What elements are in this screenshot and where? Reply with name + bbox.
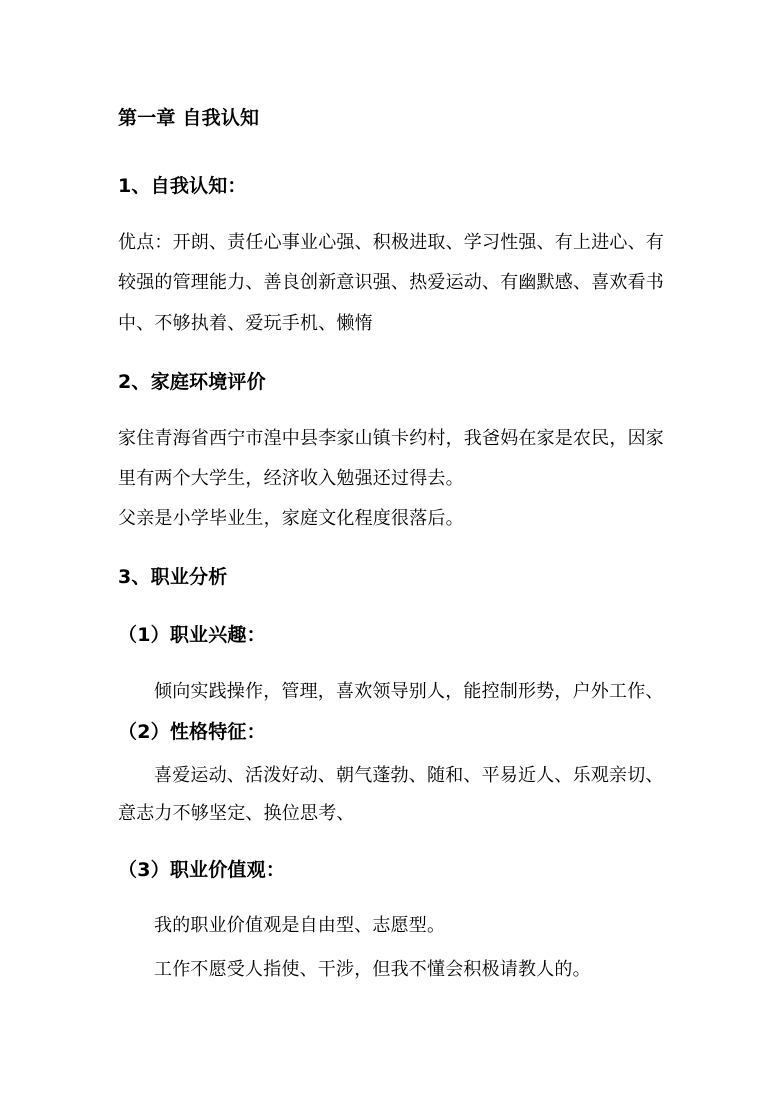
paragraph-line: 倾向实践操作，管理，喜欢领导别人，能控制形势，户外工作、 <box>154 681 664 702</box>
chapter-title: 第一章 自我认知 <box>118 107 260 129</box>
section-heading-self-awareness: 1、自我认知： <box>118 175 247 197</box>
paragraph-line: 家住青海省西宁市湟中县李家山镇卡约村，我爸妈在家是农民，因家 <box>118 428 664 449</box>
paragraph-line: 中、不够执着、爱玩手机、懒惰 <box>118 313 373 334</box>
subsection-heading-values: （3）职业价值观： <box>118 859 286 881</box>
paragraph-line: 工作不愿受人指使、干涉，但我不懂会积极请教人的。 <box>154 959 591 980</box>
section-heading-family: 2、家庭环境评价 <box>118 371 266 393</box>
paragraph-line: 较强的管理能力、善良创新意识强、热爱运动、有幽默感、喜欢看书 <box>118 272 664 293</box>
paragraph-line: 优点：开朗、责任心事业心强、积极进取、学习性强、有上进心、有 <box>118 232 664 253</box>
subsection-heading-interest: （1）职业兴趣： <box>118 624 266 646</box>
section-heading-career-analysis: 3、职业分析 <box>118 566 228 588</box>
paragraph-line: 父亲是小学毕业生，家庭文化程度很落后。 <box>118 508 464 529</box>
paragraph-line: 里有两个大学生，经济收入勉强还过得去。 <box>118 468 464 489</box>
subsection-heading-personality: （2）性格特征： <box>118 721 266 743</box>
paragraph-line: 意志力不够坚定、换位思考、 <box>118 803 355 824</box>
paragraph-line: 喜爱运动、活泼好动、朝气蓬勃、随和、平易近人、乐观亲切、 <box>154 765 664 786</box>
paragraph-line: 我的职业价值观是自由型、志愿型。 <box>154 915 446 936</box>
